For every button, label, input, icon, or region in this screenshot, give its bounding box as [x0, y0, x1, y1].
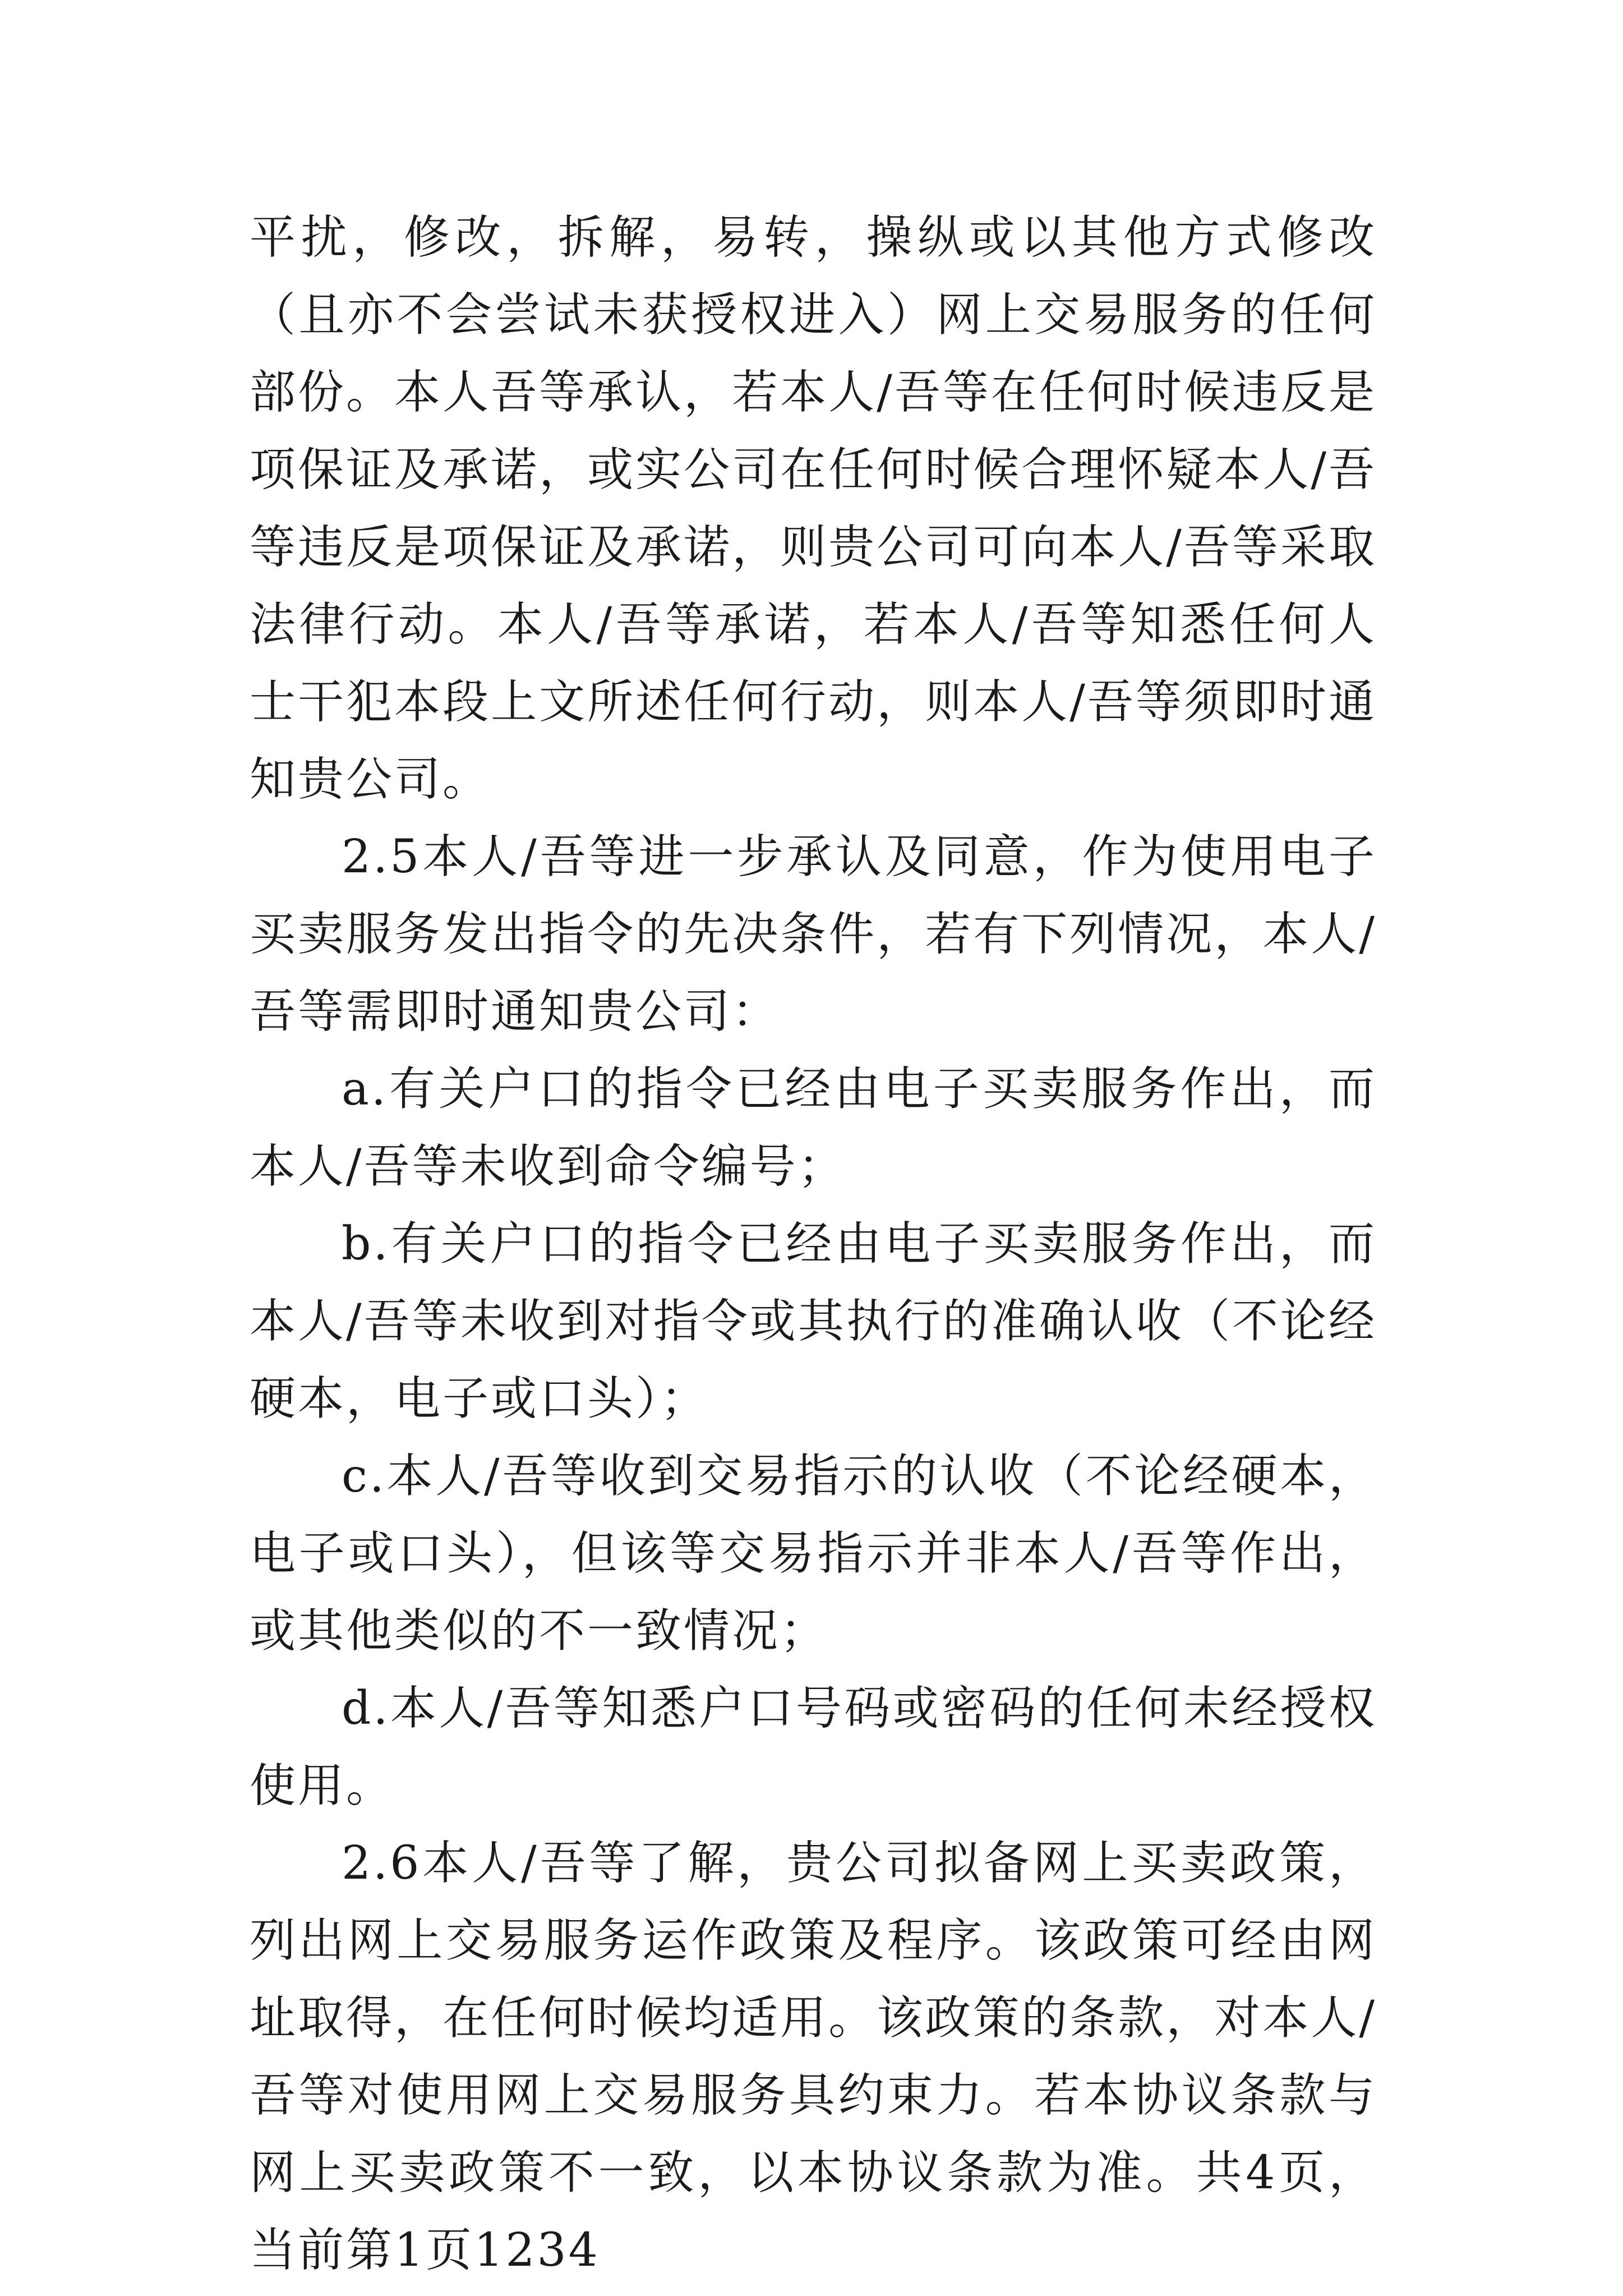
list-item-a: a.有关户口的指令已经由电子买卖服务作出，而本人/吾等未收到命令编号； — [250, 1062, 1377, 1193]
paragraph-2-5: 2.5本人/吾等进一步承认及同意，作为使用电子买卖服务发出指令的先决条件，若有下列情况，本人/吾等需即时通知贵公司： — [250, 830, 1377, 1038]
document-body — [250, 199, 1377, 2289]
paragraph-continuation: 平扰，修改，拆解，易转，操纵或以其他方式修改（且亦不会尝试未获授权进入）网上交易服务的任何部份。本人吾等承认，若本人/吾等在任何时候违反是项保证及承诺，或实公司在任何时候合理怀疑本人/吾等违反是项保证及承诺，则贵公司可向本人/吾等采取法律行动。本人/吾等承诺，若本人/吾等知悉任何人士干犯本段上文所述任何行动，则本人/吾等须即时通知贵公司。 — [250, 211, 1377, 806]
list-item-c: c.本人/吾等收到交易指示的认收（不论经硬本，电子或口头），但该等交易指示并非本人/吾等作出，或其他类似的不一致情况； — [250, 1450, 1377, 1658]
paragraph-2-6: 2.6本人/吾等了解，贵公司拟备网上买卖政策，列出网上交易服务运作政策及程序。该政策可经由网址取得，在任何时候均适用。该政策的条款，对本人/吾等对使用网上交易服务具约束力。若本协议条款与网上买卖政策不一致，以本协议条款为准。共4页，当前第1页1234 — [250, 1837, 1377, 2277]
list-item-b: b.有关户口的指令已经由电子买卖服务作出，而本人/吾等未收到对指令或其执行的准确认收（不论经硬本，电子或口头）； — [250, 1217, 1377, 1425]
list-item-d: d.本人/吾等知悉户口号码或密码的任何未经授权使用。 — [250, 1682, 1377, 1812]
